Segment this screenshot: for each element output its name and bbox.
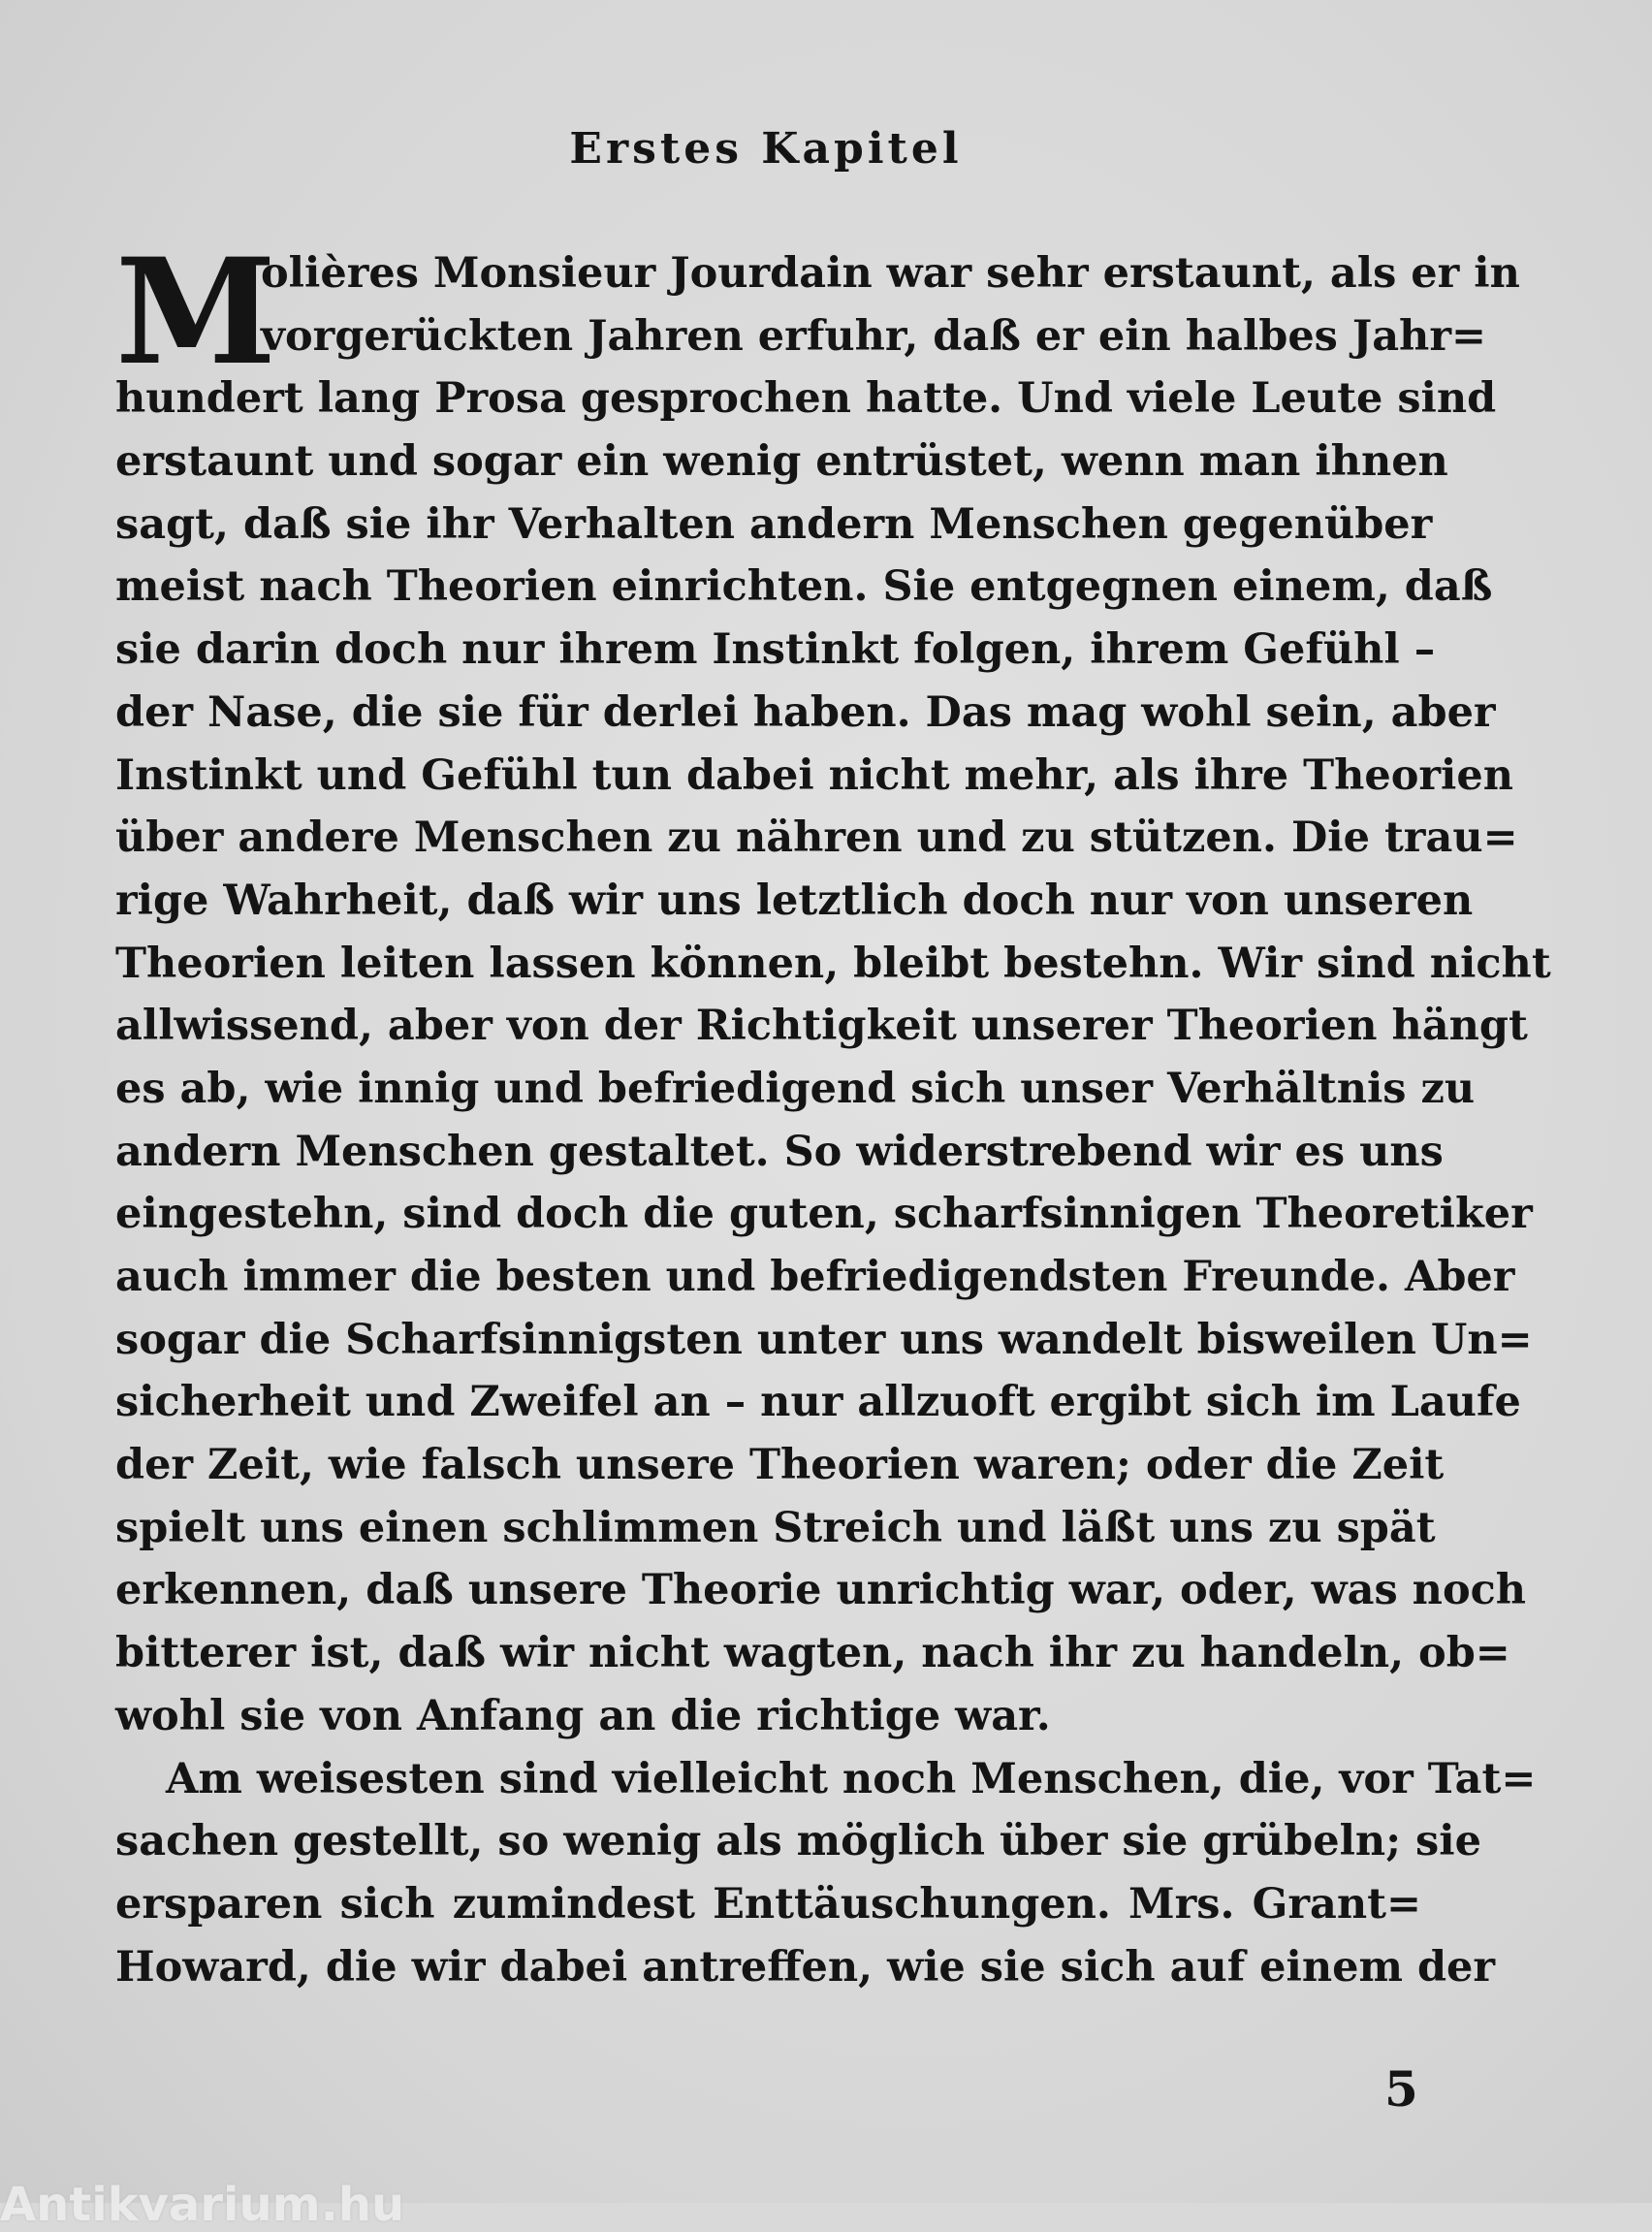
text-line: rige Wahrheit, daß wir uns letztlich doch nur von unseren — [115, 876, 1474, 925]
text-line: andern Menschen gestaltet. So widerstrebend wir es uns — [115, 1127, 1444, 1176]
text-line: sie darin doch nur ihrem Instinkt folgen, ihrem Gefühl – — [115, 625, 1436, 675]
text-line: vorgerückten Jahren erfuhr, daß er ein halbes Jahr= — [261, 311, 1487, 361]
text-line: spielt uns einen schlimmen Streich und läßt uns zu spät — [115, 1503, 1436, 1552]
text-line: hundert lang Prosa gesprochen hatte. Und viele Leute sind — [115, 374, 1497, 424]
text-line: Howard, die wir dabei antreffen, wie sie sich auf einem der — [115, 1942, 1496, 1992]
text-line: sogar die Scharfsinnigsten unter uns wandelt bisweilen Un= — [115, 1315, 1533, 1364]
text-line: auch immer die besten und befriedigendsten Freunde. Aber — [115, 1253, 1515, 1301]
text-line: sagt, daß sie ihr Verhalten andern Menschen gegenüber — [115, 499, 1433, 549]
text-line: der Nase, die sie für derlei haben. Das mag wohl sein, aber — [115, 687, 1496, 737]
watermark: Antikvarium.hu — [0, 2178, 405, 2232]
page-number: 5 — [1384, 2060, 1418, 2118]
text-line: ersparen sich zumindest Enttäuschungen. Mrs. Grant= — [115, 1879, 1421, 1929]
chapter-title: Erstes Kapitel — [569, 124, 963, 174]
text-line: der Zeit, wie falsch unsere Theorien waren; oder die Zeit — [115, 1441, 1445, 1490]
text-line: es ab, wie innig und befriedigend sich unser Verhältnis zu — [115, 1064, 1476, 1113]
text-line: eingestehn, sind doch die guten, scharfsinnigen Theoretiker — [115, 1190, 1533, 1239]
text-line: olières Monsieur Jourdain war sehr erstaunt, als er in — [261, 249, 1520, 298]
text-line: erkennen, daß unsere Theorie unrichtig war, oder, was noch — [115, 1566, 1527, 1615]
text-line: allwissend, aber von der Richtigkeit unserer Theorien hängt — [115, 1002, 1528, 1051]
text-line: meist nach Theorien einrichten. Sie entgegnen einem, daß — [115, 562, 1493, 612]
text-line: bitterer ist, daß wir nicht wagten, nach ihr zu handeln, ob= — [115, 1629, 1510, 1678]
body-text — [115, 227, 1551, 1998]
text-line: erstaunt und sogar ein wenig entrüstet, wenn man ihnen — [115, 437, 1448, 487]
text-line: über andere Menschen zu nähren und zu stützen. Die trau= — [115, 813, 1518, 863]
text-line: Am weisesten sind vielleicht noch Menschen, die, vor Tat= — [166, 1754, 1537, 1803]
text-line: Instinkt und Gefühl tun dabei nicht mehr, als ihre Theorien — [115, 750, 1513, 800]
text-line: sicherheit und Zweifel an – nur allzuoft ergibt sich im Laufe — [115, 1378, 1521, 1427]
text-line: Theorien leiten lassen können, bleibt bestehn. Wir sind nicht — [115, 939, 1551, 988]
text-line: sachen gestellt, so wenig als möglich über sie grübeln; sie — [115, 1817, 1481, 1866]
drop-cap: M — [115, 227, 277, 398]
text-line: wohl sie von Anfang an die richtige war. — [115, 1691, 1051, 1740]
